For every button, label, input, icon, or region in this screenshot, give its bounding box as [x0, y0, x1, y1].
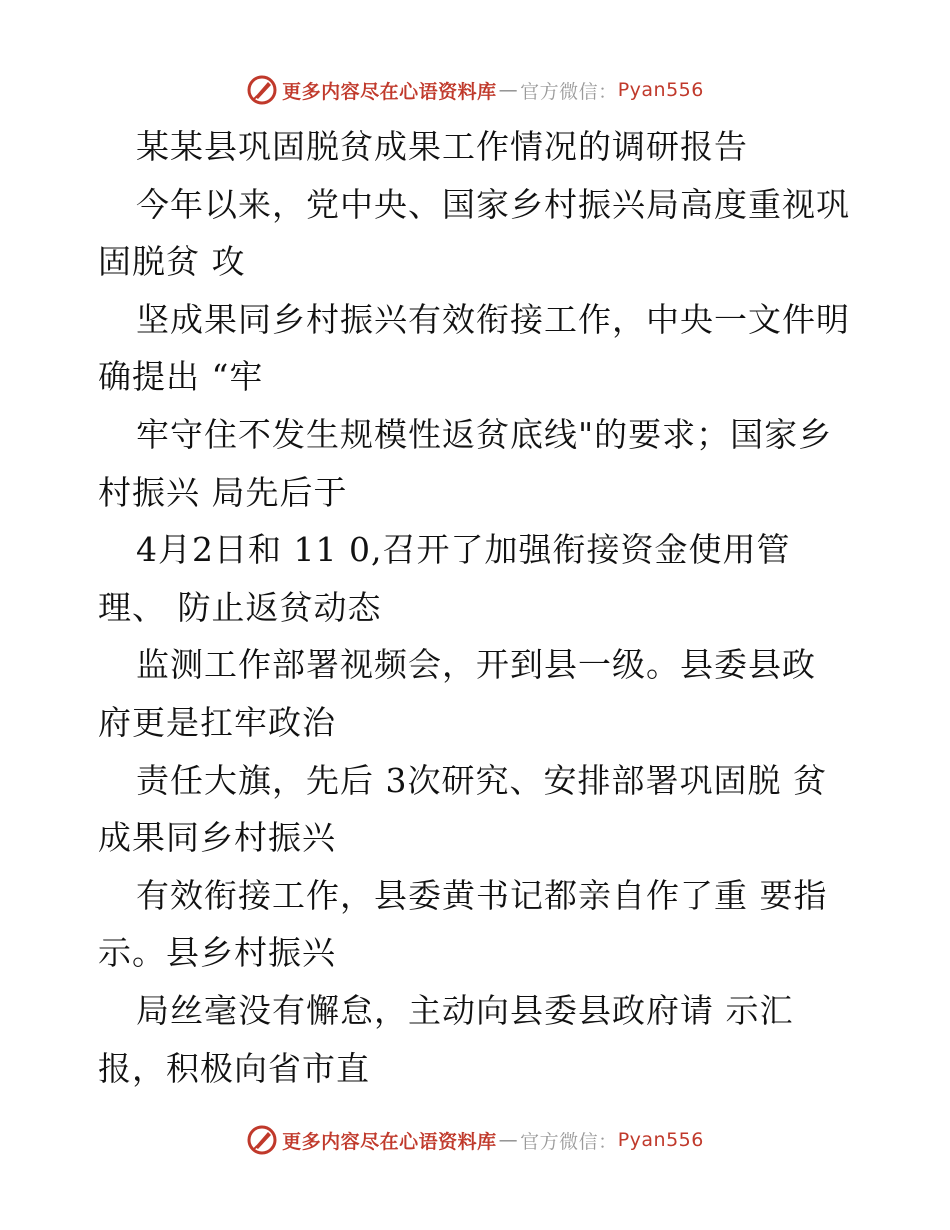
- banner-dash: —: [498, 79, 519, 101]
- banner-dash: —: [498, 1129, 519, 1151]
- paragraph-line: 确提出 “牢: [98, 357, 264, 397]
- paragraph-line: 府更是扛牢政治: [98, 702, 336, 742]
- paragraph-line: 4月2日和 11 0,召开了加强衔接资金使用管: [136, 530, 791, 570]
- paragraph-line: 监测工作部署视频会，开到县一级。县委县政: [136, 645, 816, 685]
- quill-seal-logo-icon: [246, 74, 278, 106]
- paragraph-line: 局丝毫没有懈怠，主动向县委县政府请 示汇: [136, 990, 794, 1030]
- document-title: 某某县巩固脱贫成果工作情况的调研报告: [136, 127, 748, 166]
- banner-wechat-id: Pyan556: [617, 79, 704, 101]
- paragraph-line: 理、 防止返贫动态: [98, 587, 382, 627]
- banner-colon: ：: [598, 1130, 618, 1153]
- quill-seal-logo-icon: [246, 1124, 278, 1156]
- paragraph-line: 有效衔接工作，县委黄书记都亲自作了重 要指: [136, 875, 828, 915]
- banner-wechat-label: 官方微信: [520, 80, 599, 103]
- banner-wechat-id: Pyan556: [617, 1129, 704, 1151]
- paragraph-line: 责任大旗，先后 3次研究、安排部署巩固脱 贫: [136, 760, 827, 800]
- paragraph-line: 今年以来，党中央、国家乡村振兴局高度重视巩: [136, 184, 850, 224]
- banner-colon: ：: [598, 80, 618, 103]
- paragraph-line: 示。县乡村振兴: [98, 933, 336, 973]
- paragraph-line: 固脱贫 攻: [98, 242, 246, 282]
- banner-main-text: 更多内容尽在心语资料库: [282, 80, 497, 103]
- header-banner: [0, 70, 950, 110]
- banner-main-text: 更多内容尽在心语资料库: [282, 1130, 497, 1153]
- paragraph-line: 报，积极向省市直: [98, 1048, 370, 1088]
- paragraph-line: 成果同乡村振兴: [98, 818, 336, 858]
- footer-banner: [0, 1120, 950, 1160]
- banner-wechat-label: 官方微信: [520, 1130, 599, 1153]
- paragraph-line: 牢守住不发生规模性返贫底线"的要求；国家乡: [136, 414, 833, 454]
- paragraph-line: 村振兴 局先后于: [98, 472, 348, 512]
- paragraph-line: 坚成果同乡村振兴有效衔接工作，中央一文件明: [136, 299, 850, 339]
- document-body: [98, 118, 878, 1097]
